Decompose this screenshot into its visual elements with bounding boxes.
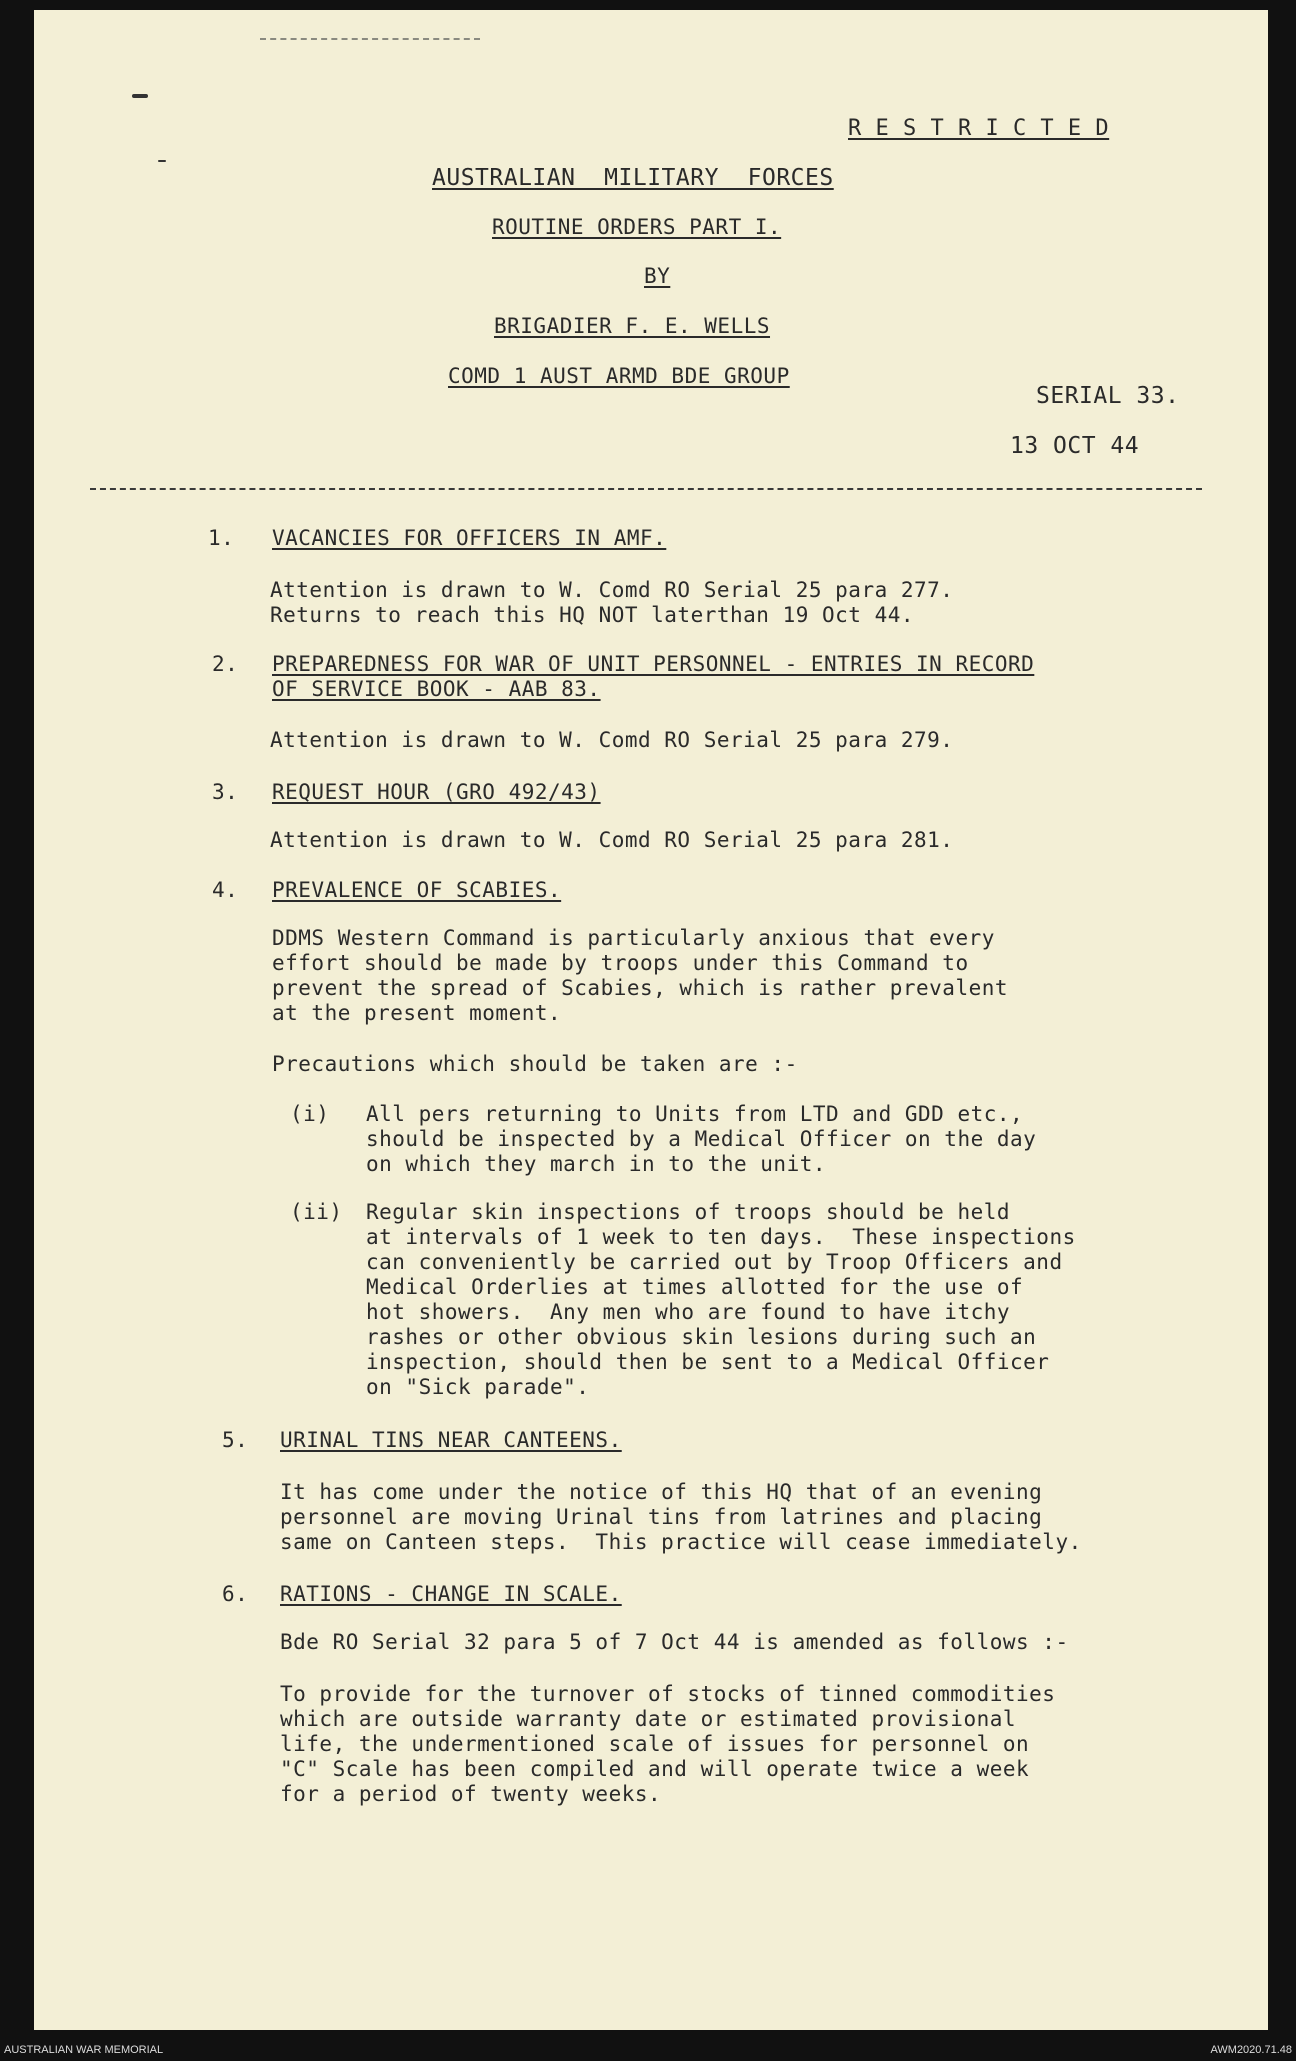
issuing-officer: BRIGADIER F. E. WELLS xyxy=(494,314,771,338)
serial-number: SERIAL 33. xyxy=(1036,383,1180,409)
document-title: AUSTRALIAN MILITARY FORCES xyxy=(432,165,834,191)
item-6-body: To provide for the turnover of stocks of tinned commodities which are outside warranty date or estimated provisional life, the undermentioned scale of issues for personnel on "C" Scale has been compiled and will operate twice a week for a period of twenty weeks. xyxy=(280,1682,1056,1806)
item-1-heading: VACANCIES FOR OFFICERS IN AMF. xyxy=(272,526,667,550)
item-4-number: 4. xyxy=(212,878,239,902)
paper-speck xyxy=(158,160,166,162)
item-5-heading: URINAL TINS NEAR CANTEENS. xyxy=(280,1428,622,1452)
item-2-body: Attention is drawn to W. Comd RO Serial 25 para 279. xyxy=(270,728,954,752)
item-4-heading: PREVALENCE OF SCABIES. xyxy=(272,878,562,902)
paper-speck xyxy=(132,94,148,98)
item-1-body: Attention is drawn to W. Comd RO Serial 25 para 277. Returns to reach this HQ NOT laterthan 19 Oct 44. xyxy=(270,578,954,627)
item-4-sub-i-text: All pers returning to Units from LTD and GDD etc., should be inspected by a Medical Officer on the day on which they march in to the unit. xyxy=(366,1102,1037,1176)
item-1-number: 1. xyxy=(208,526,235,550)
item-4-sub-i-label: (i) xyxy=(290,1102,330,1126)
item-2-heading: PREPAREDNESS FOR WAR OF UNIT PERSONNEL - ENTRIES IN RECORD OF SERVICE BOOK - AAB 83. xyxy=(272,652,1035,701)
document-date: 13 OCT 44 xyxy=(1010,433,1140,459)
document-subtitle: ROUTINE ORDERS PART I. xyxy=(492,215,782,239)
item-3-heading: REQUEST HOUR (GRO 492/43) xyxy=(272,780,601,804)
item-4-sub-ii-label: (ii) xyxy=(290,1200,343,1224)
item-4-precautions-intro: Precautions which should be taken are :- xyxy=(272,1052,798,1076)
classification-marking: R E S T R I C T E D xyxy=(848,116,1110,141)
item-6-amendment: Bde RO Serial 32 para 5 of 7 Oct 44 is amended as follows :- xyxy=(280,1630,1069,1654)
item-4-body: DDMS Western Command is particularly anxious that every effort should be made by troops under this Command to prevent the spread of Scabies, which is rather prevalent at the present moment. xyxy=(272,926,1009,1025)
paper-marks xyxy=(260,38,480,40)
by-line: BY xyxy=(644,264,671,288)
item-6-number: 6. xyxy=(222,1582,249,1606)
item-4-sub-ii-text: Regular skin inspections of troops should be held at intervals of 1 week to ten days. These inspections can conveniently be carried out by Troop Officers and Medical Orderlies at times allotted for the use of hot showers. Any men who are found to have itchy rashes or other obvious skin lesions during such an inspection, should then be sent to a Medical Officer on "Sick parade". xyxy=(366,1200,1076,1399)
archive-credit: AUSTRALIAN WAR MEMORIAL xyxy=(4,2044,164,2056)
header-divider xyxy=(90,488,1202,490)
item-3-body: Attention is drawn to W. Comd RO Serial 25 para 281. xyxy=(270,828,954,852)
item-5-number: 5. xyxy=(222,1428,249,1452)
item-2-number: 2. xyxy=(212,652,239,676)
item-3-number: 3. xyxy=(212,780,239,804)
archive-reference: AWM2020.71.48 xyxy=(1210,2044,1292,2056)
item-6-heading: RATIONS - CHANGE IN SCALE. xyxy=(280,1582,622,1606)
item-5-body: It has come under the notice of this HQ that of an evening personnel are moving Urinal tins from latrines and placing same on Canteen steps. This practice will cease immediately. xyxy=(280,1480,1082,1554)
issuing-command: COMD 1 AUST ARMD BDE GROUP xyxy=(448,364,790,388)
